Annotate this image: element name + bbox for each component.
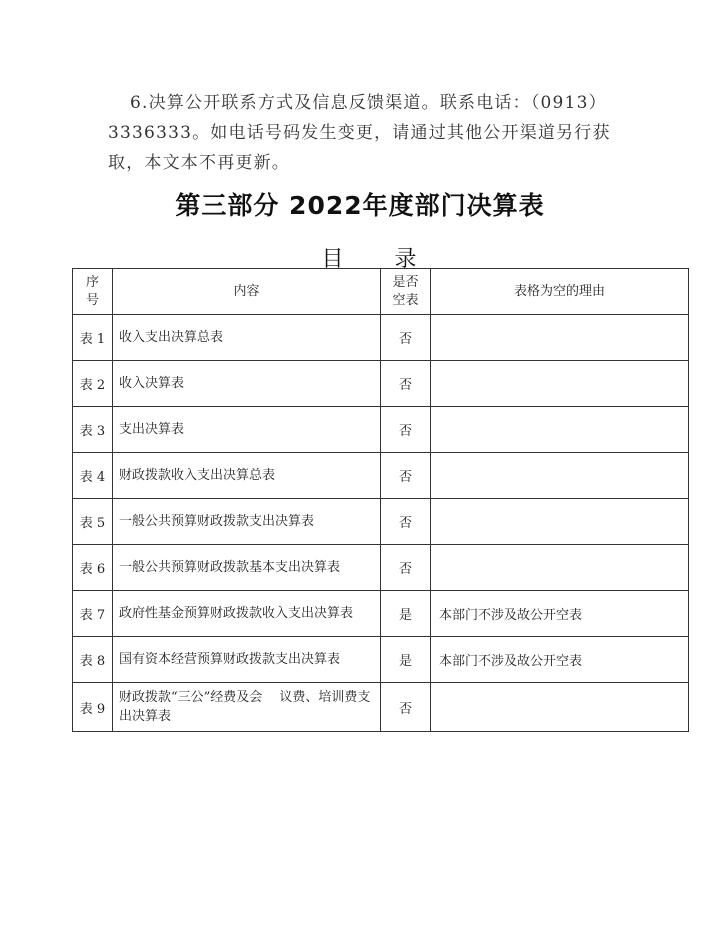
row-no: 表 6 <box>73 545 113 591</box>
row-empty-flag: 否 <box>381 545 431 591</box>
header-empty-line2: 空表 <box>392 292 419 308</box>
row-reason: 本部门不涉及故公开空表 <box>431 591 689 637</box>
table-row <box>73 361 689 407</box>
table-row <box>73 315 689 361</box>
table-row <box>73 683 689 732</box>
paragraph-line: 取，本文本不再更新。 <box>108 153 290 173</box>
row-content: 一般公共预算财政拨款基本支出决算表 <box>113 545 381 591</box>
paragraph-line: 3336333。如电话号码发生变更，请通过其他公开渠道另行获 <box>108 123 611 143</box>
row-no: 表 2 <box>73 361 113 407</box>
table-row <box>73 591 689 637</box>
row-content: 收入决算表 <box>113 361 381 407</box>
table-row <box>73 453 689 499</box>
row-no: 表 1 <box>73 315 113 361</box>
row-empty-flag: 否 <box>381 453 431 499</box>
table-row <box>73 637 689 683</box>
header-no-line1: 序 <box>85 274 99 290</box>
row-reason: 本部门不涉及故公开空表 <box>431 637 689 683</box>
row-reason <box>431 315 689 361</box>
header-no-line2: 号 <box>85 292 99 308</box>
row-empty-flag: 否 <box>381 361 431 407</box>
row-empty-flag: 是 <box>381 591 431 637</box>
row-empty-flag: 否 <box>381 315 431 361</box>
row-reason <box>431 545 689 591</box>
row-no: 表 8 <box>73 637 113 683</box>
row-empty-flag: 否 <box>381 499 431 545</box>
row-reason <box>431 407 689 453</box>
table-row <box>73 499 689 545</box>
header-no <box>73 269 113 315</box>
section-title: 第三部分 2022年度部门决算表 <box>175 191 545 220</box>
row-no: 表 3 <box>73 407 113 453</box>
row-no: 表 5 <box>73 499 113 545</box>
row-reason <box>431 453 689 499</box>
row-content: 财政拨款“三公”经费及会 议费、培训费支出决算表 <box>113 683 381 732</box>
contact-paragraph <box>108 88 618 178</box>
table-row <box>73 407 689 453</box>
header-empty-line1: 是否 <box>392 274 419 290</box>
row-content: 支出决算表 <box>113 407 381 453</box>
header-empty <box>381 269 431 315</box>
row-empty-flag: 是 <box>381 637 431 683</box>
row-content: 国有资本经营预算财政拨款支出决算表 <box>113 637 381 683</box>
header-reason: 表格为空的理由 <box>431 269 689 315</box>
row-reason <box>431 683 689 732</box>
row-content: 政府性基金预算财政拨款收入支出决算表 <box>113 591 381 637</box>
table-header-row <box>73 269 689 315</box>
row-no: 表 9 <box>73 683 113 732</box>
row-content: 一般公共预算财政拨款支出决算表 <box>113 499 381 545</box>
toc-table <box>72 268 689 732</box>
row-content: 财政拨款收入支出决算总表 <box>113 453 381 499</box>
header-content: 内容 <box>113 269 381 315</box>
row-no: 表 4 <box>73 453 113 499</box>
row-content: 收入支出决算总表 <box>113 315 381 361</box>
row-reason <box>431 361 689 407</box>
toc-title: 目 录 <box>321 247 439 272</box>
row-empty-flag: 否 <box>381 683 431 732</box>
row-reason <box>431 499 689 545</box>
row-no: 表 7 <box>73 591 113 637</box>
row-empty-flag: 否 <box>381 407 431 453</box>
table-row <box>73 545 689 591</box>
paragraph-line: 6.决算公开联系方式及信息反馈渠道。联系电话：（0913） <box>130 93 607 113</box>
